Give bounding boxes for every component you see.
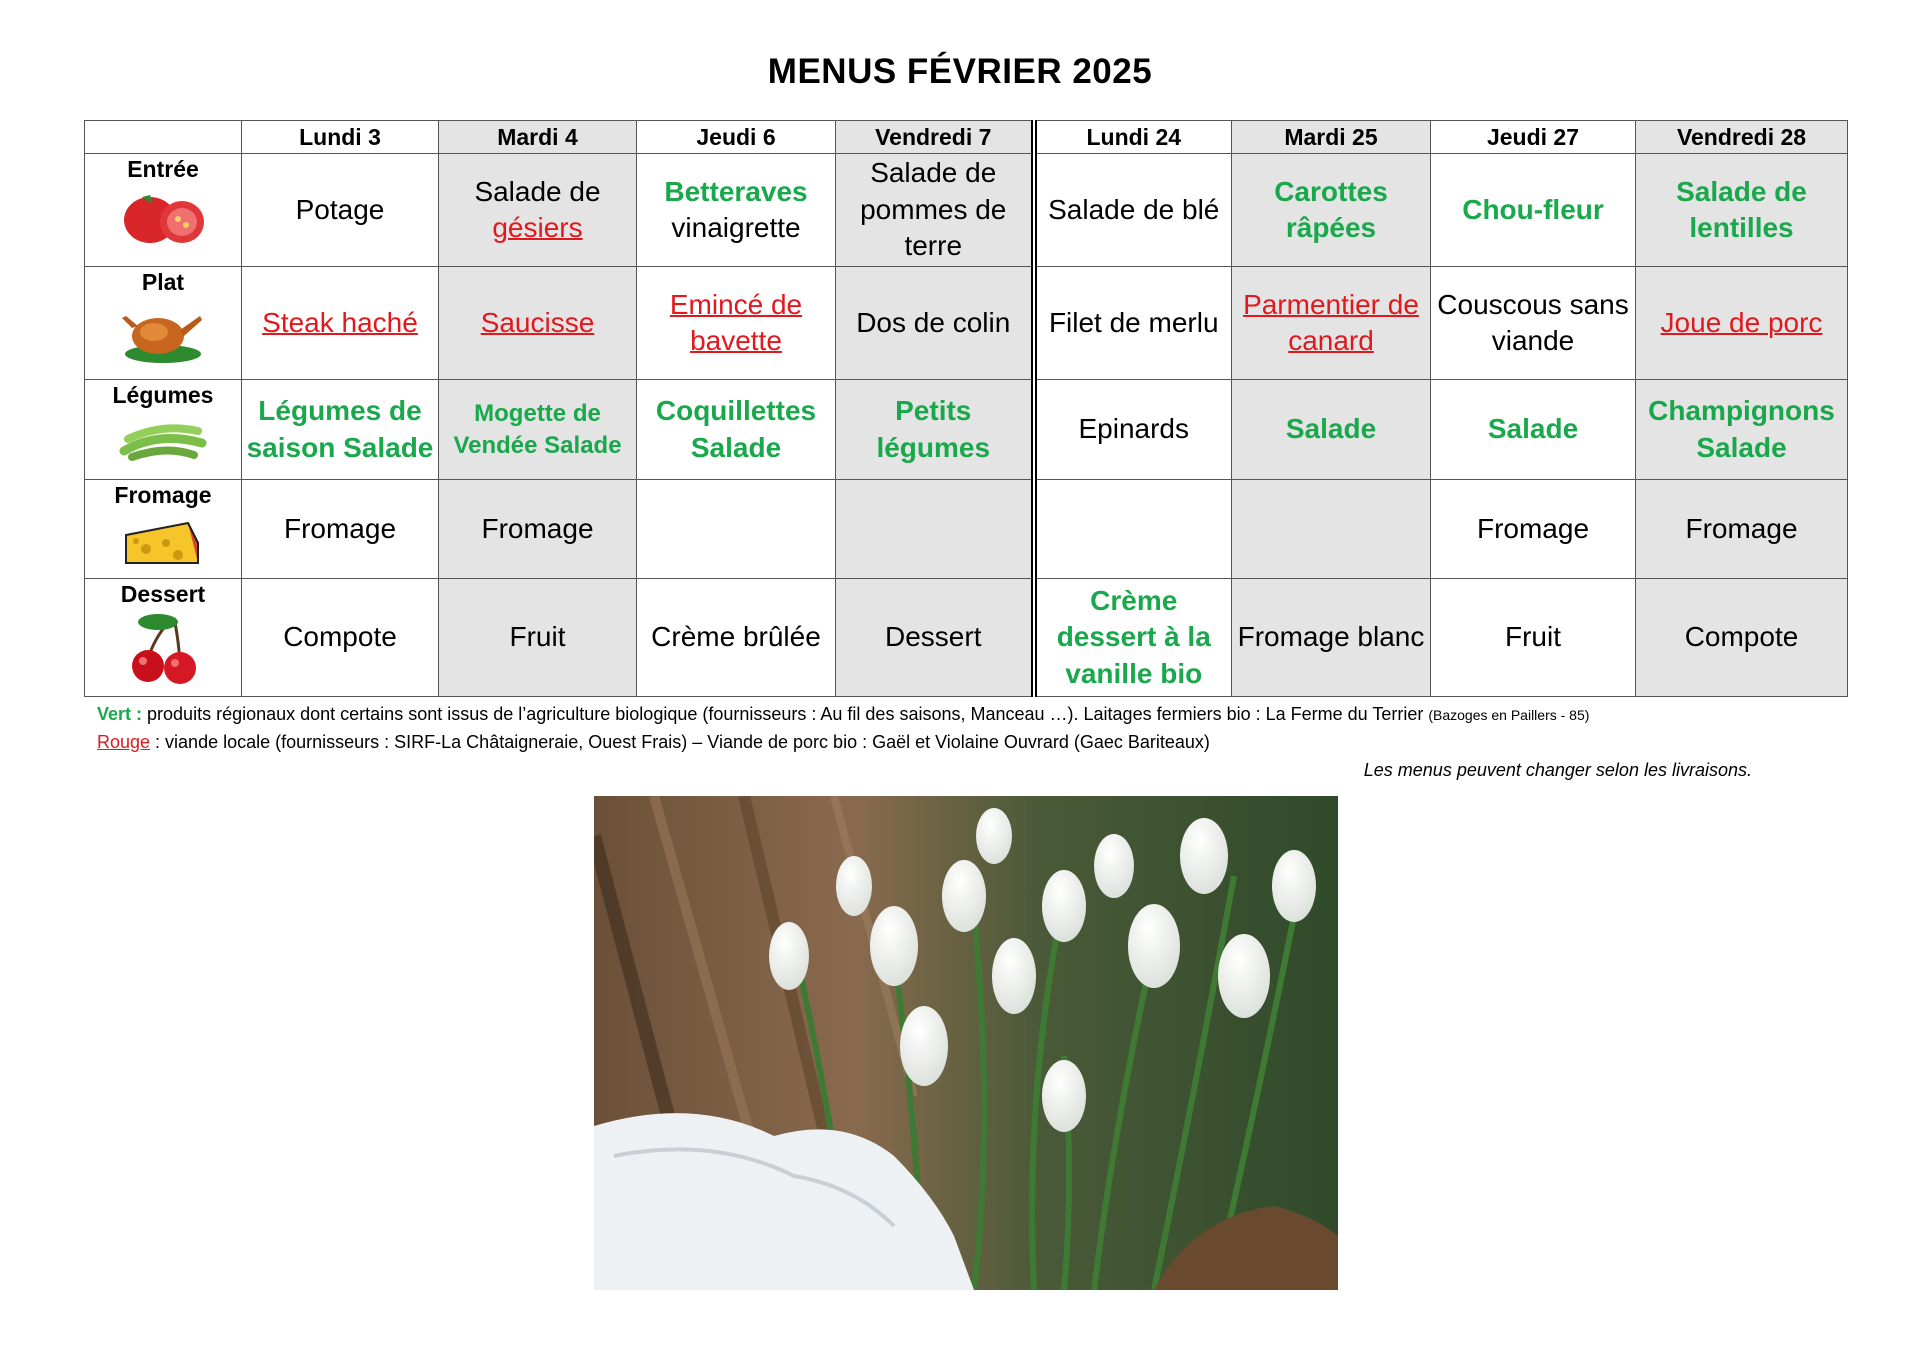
dish-text: Champignons Salade [1648,395,1835,463]
menu-row [85,579,1848,697]
menu-cell [836,380,1034,480]
legend-red-key: Rouge [97,732,151,752]
menu-change-note: Les menus peuvent changer selon les livraisons. [1363,760,1752,780]
dish-text [641,287,831,360]
menu-cell [1034,154,1232,267]
row-label: Entrée [127,156,199,182]
menu-cell [1232,380,1431,480]
menu-row [85,380,1848,480]
roast-chicken-icon [89,300,237,366]
row-label-cell [85,267,242,380]
dish-text: Fromage [481,512,594,544]
row-label: Légumes [112,382,214,408]
header-corner-cell [85,121,242,154]
menu-cell [637,480,836,579]
menu-cell [1034,380,1232,480]
dish-text: Dos de colin [856,306,1011,338]
dish-text: Mogette de Vendée Salade [453,400,622,459]
day-header: Jeudi 27 [1431,121,1636,154]
menu-cell [439,480,637,579]
dish-text: Couscous sans viande [1437,288,1629,356]
menu-cell [1636,267,1848,380]
menu-cell [1232,480,1431,579]
dish-text: Fromage blanc [1237,621,1425,653]
menu-cell [1636,154,1848,267]
dish-text [1640,305,1843,341]
menu-cell [242,579,439,697]
dish-text: Salade de blé [1048,193,1220,225]
dish-text [443,305,632,341]
page-title: MENUS FÉVRIER 2025 [767,52,1153,91]
day-header: Mardi 4 [439,121,637,154]
dish-text: Fromage [1685,512,1798,544]
menu-cell [1636,380,1848,480]
dish-text: Crème dessert à la vanille bio [1056,584,1211,689]
dish-text: Fruit [1505,621,1561,653]
row-label: Plat [141,269,185,295]
legend-red-text: : viande locale (fournisseurs : SIRF-La Châtaigneraie, Ouest Frais) – Viande de porc bio : Gaël et Violaine Ouvrard (Gaec Bariteaux) [150,732,1210,752]
day-header: Vendredi 7 [836,121,1034,154]
legend-red [97,732,1210,753]
day-header: Vendredi 28 [1636,121,1848,154]
menu-cell [836,579,1034,697]
dish-text: Salade de lentilles [1676,175,1807,243]
green-beans-icon [89,413,237,463]
dish-text: Compote [283,621,397,653]
row-label-cell [85,579,242,697]
dish-text-red: gésiers [492,212,583,243]
menu-cell [1431,579,1636,697]
dish-text: Compote [1684,621,1799,653]
legend-green-key: Vert : [97,704,143,724]
row-label-cell [85,380,242,480]
menu-cell [1232,154,1431,267]
dish-text [246,305,434,341]
menu-row [85,267,1848,380]
dish-text-red: Joue de porc [1660,306,1823,338]
dish-text: Salade [1487,413,1579,445]
dish-text: Crème brûlée [651,621,821,653]
row-label: Dessert [120,581,206,607]
menu-cell [439,267,637,380]
tomato-icon [89,187,237,245]
menu-cell [836,267,1034,380]
menu-cell [439,380,637,480]
dish-text-red: Steak haché [262,306,418,338]
menu-cell [1034,480,1232,579]
menu-cell [439,579,637,697]
dish-text: Betteraves [664,175,808,207]
dish-text: Salade de [474,175,601,207]
cherries-icon [89,612,237,686]
row-label-cell [85,480,242,579]
dish-text: Dessert [885,621,982,653]
menu-cell [1431,154,1636,267]
dish-text [443,210,632,246]
dish-text: Epinards [1078,413,1189,445]
row-label-cell [85,154,242,267]
day-header: Jeudi 6 [637,121,836,154]
dish-text: Fromage [283,512,397,544]
menu-cell [242,380,439,480]
menu-cell [637,267,836,380]
dish-text: Fromage [1476,512,1590,544]
menu-table [84,120,1848,697]
menu-cell [637,154,836,267]
menu-cell [1636,480,1848,579]
day-header: Mardi 25 [1232,121,1431,154]
dish-text: Filet de merlu [1048,306,1219,338]
menu-cell [242,267,439,380]
menu-cell [1636,579,1848,697]
dish-text-red: Parmentier de canard [1243,288,1419,356]
dish-text: Chou-fleur [1462,193,1604,225]
menu-row [85,154,1848,267]
menu-cell [1431,380,1636,480]
day-header: Lundi 3 [242,121,439,154]
menu-cell [242,480,439,579]
dish-text: Coquillettes Salade [655,395,817,463]
dish-text [1236,287,1426,360]
menu-cell [1034,579,1232,697]
menu-cell [637,380,836,480]
dish-text: Fruit [509,621,566,653]
menu-row [85,480,1848,579]
menu-cell [439,154,637,267]
menu-cell [1232,579,1431,697]
day-header: Lundi 24 [1034,121,1232,154]
legend-green [97,704,1589,725]
menu-cell [1431,267,1636,380]
dish-text: Légumes de saison Salade [246,395,434,463]
legend-green-text: produits régionaux dont certains sont issus de l’agriculture biologique (fournisseurs : Au fil des saisons, Manceau …). Laitages fermiers bio : La Ferme du Terrier [142,704,1429,724]
dish-text-red: Saucisse [480,306,595,338]
dish-text: vinaigrette [671,212,801,243]
menu-cell [242,154,439,267]
menu-cell [637,579,836,697]
dish-text: Salade [1285,413,1377,445]
snowdrop-flowers-photo [594,796,1338,1290]
row-label: Fromage [114,482,212,508]
dish-text: Petits légumes [876,395,991,463]
dish-text-red: Emincé de bavette [669,288,803,356]
legend-green-location: (Bazoges en Paillers - 85) [1428,707,1590,723]
menu-cell [836,154,1034,267]
menu-cell [1431,480,1636,579]
dish-text: Salade de pommes de terre [860,157,1007,262]
menu-cell [1034,267,1232,380]
cheese-icon [89,513,237,571]
dish-text: Potage [295,193,385,225]
menu-cell [836,480,1034,579]
menu-cell [1232,267,1431,380]
dish-text: Carottes râpées [1274,175,1388,243]
